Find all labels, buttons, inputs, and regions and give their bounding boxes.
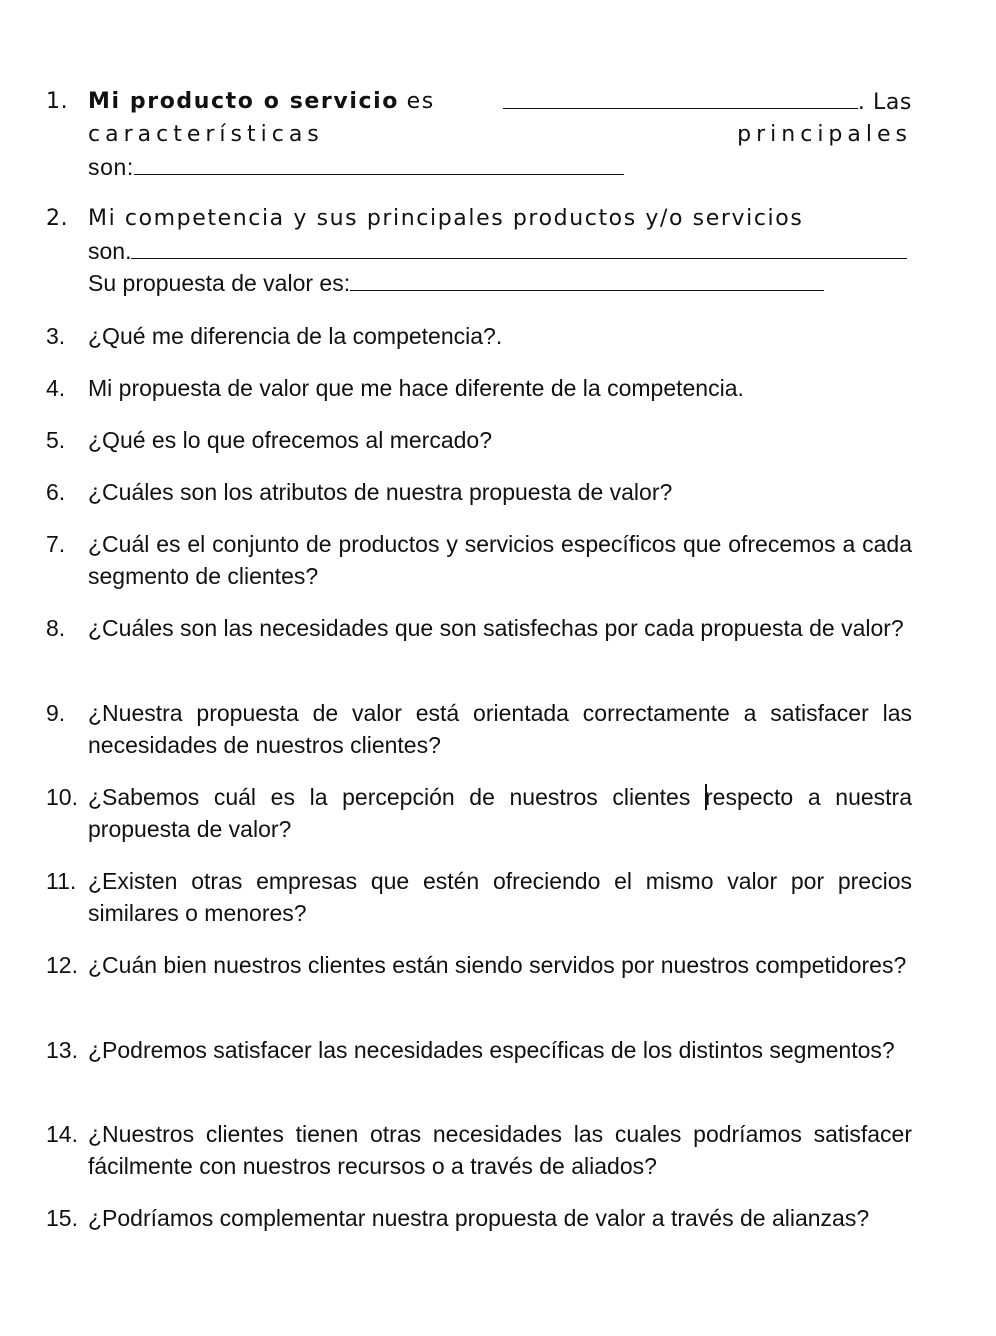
question-number: 15. <box>46 1205 78 1231</box>
question-text: ¿Cuáles son las necesidades que son satisfechas por cada propuesta de valor? <box>88 615 904 641</box>
characteristics-blank[interactable] <box>134 152 624 175</box>
question-text: ¿Nuestros clientes tienen otras necesidades las cuales podríamos satisfacer fácilmente con nuestros recursos o a través de aliados? <box>88 1121 912 1179</box>
question-number: 1. <box>46 89 69 114</box>
question-number: 7. <box>46 531 66 557</box>
question-1-line-1: Mi producto o servicio es . Las <box>88 86 912 119</box>
question-2-line-3: Su propuesta de valor es: <box>88 267 912 299</box>
competition-blank[interactable] <box>131 236 907 259</box>
question-1-line-2: características principales <box>88 122 912 147</box>
question-number: 3. <box>46 323 66 349</box>
question-number: 14. <box>46 1121 78 1147</box>
question-number: 13. <box>46 1037 78 1063</box>
product-service-blank[interactable] <box>503 86 858 109</box>
product-service-label: Mi producto o servicio <box>88 89 399 114</box>
question-text: ¿Cuán bien nuestros clientes están siendo servidos por nuestros competidores? <box>88 952 907 978</box>
question-1-line-3: son: <box>88 151 912 183</box>
question-text: Mi propuesta de valor que me hace diferente de la competencia. <box>88 375 744 401</box>
question-text: ¿Qué es lo que ofrecemos al mercado? <box>88 427 492 453</box>
value-proposition-blank[interactable] <box>350 268 824 291</box>
question-text: ¿Sabemos cuál es la percepción de nuestros clientes respecto a nuestra propuesta de valor? <box>88 784 912 842</box>
question-number: 6. <box>46 479 66 505</box>
question-2-line-1: Mi competencia y sus principales productos y/o servicios <box>88 206 804 231</box>
question-number: 8. <box>46 615 66 641</box>
question-number: 4. <box>46 375 66 401</box>
question-text: ¿Cuál es el conjunto de productos y servicios específicos que ofrecemos a cada segmento de clientes? <box>88 531 912 589</box>
question-number: 5. <box>46 427 66 453</box>
question-text: ¿Qué me diferencia de la competencia?. <box>88 323 503 349</box>
question-text: ¿Existen otras empresas que estén ofreciendo el mismo valor por precios similares o menores? <box>88 868 912 926</box>
question-number: 2. <box>46 206 69 231</box>
question-text: ¿Nuestra propuesta de valor está orientada correctamente a satisfacer las necesidades de nuestros clientes? <box>88 700 912 758</box>
question-2-line-2: son. <box>88 235 912 267</box>
question-text: ¿Podremos satisfacer las necesidades específicas de los distintos segmentos? <box>88 1037 895 1063</box>
question-text: ¿Cuáles son los atributos de nuestra propuesta de valor? <box>88 479 673 505</box>
question-number: 9. <box>46 700 66 726</box>
question-number: 10. <box>46 784 78 810</box>
question-number: 12. <box>46 952 78 978</box>
question-number: 11. <box>46 868 77 894</box>
question-text: ¿Podríamos complementar nuestra propuesta de valor a través de alianzas? <box>88 1205 870 1231</box>
